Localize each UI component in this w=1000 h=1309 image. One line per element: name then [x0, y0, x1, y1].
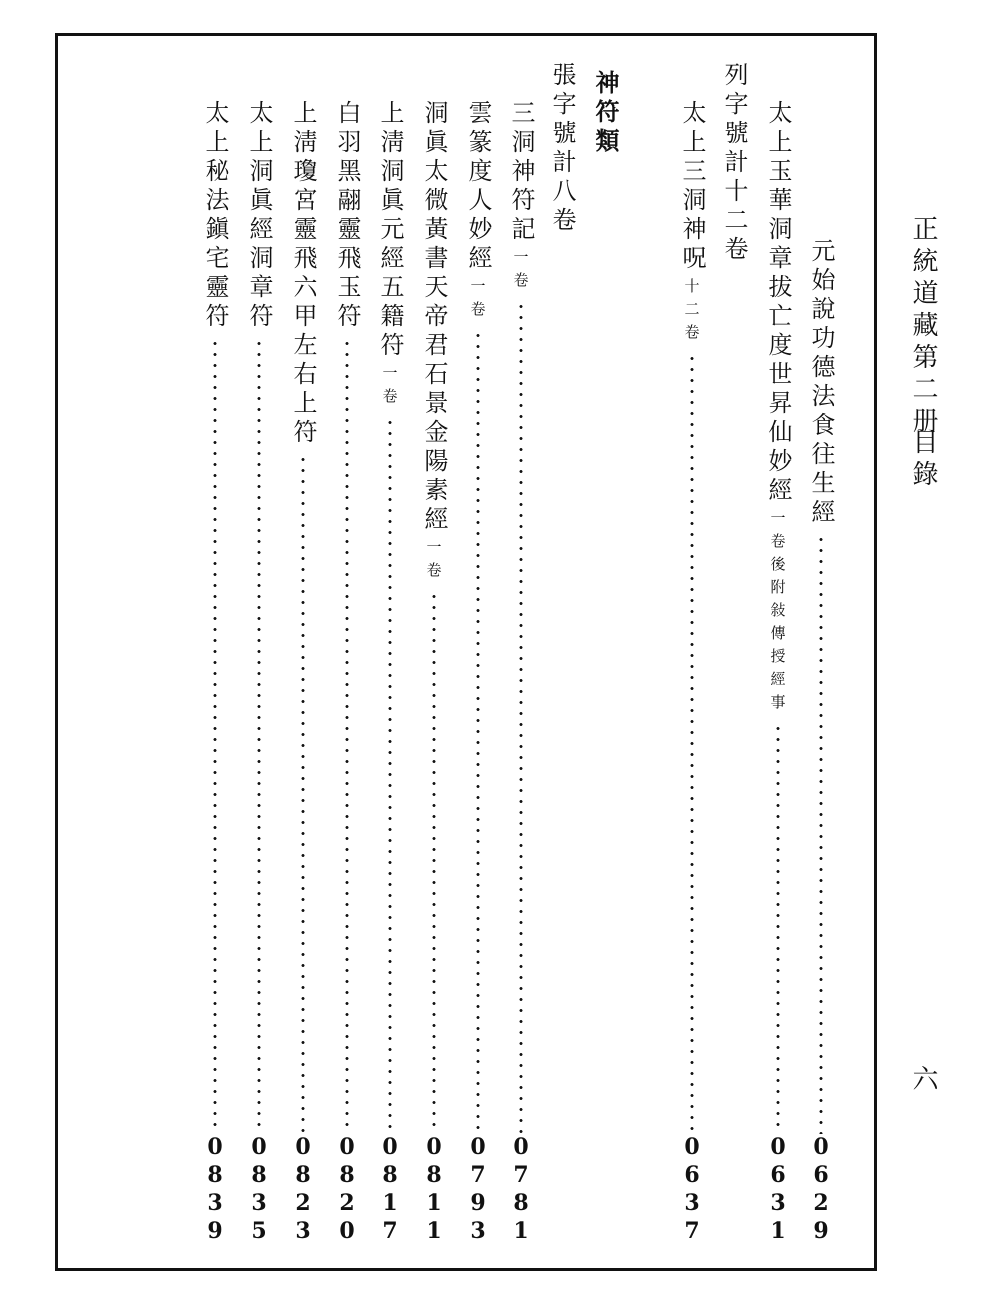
page-digit: 0	[513, 1134, 529, 1160]
page-digit: 9	[470, 1190, 486, 1216]
toc-entry-note: 一卷	[468, 278, 487, 324]
page-digit: 8	[207, 1162, 223, 1188]
toc-entry-title: 太上洞眞經洞章符	[245, 100, 273, 332]
toc-entry	[760, 100, 796, 1140]
toc-page-number	[806, 1133, 836, 1245]
page-digit: 0	[207, 1134, 223, 1160]
page-digit: 0	[251, 1134, 267, 1160]
toc-page-number	[763, 1133, 793, 1245]
page-digit: 6	[770, 1162, 786, 1188]
page-digit: 0	[295, 1134, 311, 1160]
running-header-section: 目錄	[908, 428, 938, 492]
page-digit: 8	[295, 1162, 311, 1188]
page-digit: 1	[382, 1190, 398, 1216]
toc-entry-title: 上淸洞眞元經五籍符	[376, 100, 404, 361]
toc-page-number	[677, 1133, 707, 1245]
toc-entry-title: 太上秘法鎭宅靈符	[201, 100, 229, 332]
page-digit: 5	[251, 1218, 267, 1244]
page-digit: 0	[470, 1134, 486, 1160]
page-digit: 0	[770, 1134, 786, 1160]
page-digit: 7	[470, 1162, 486, 1188]
page-digit: 8	[513, 1190, 529, 1216]
page-digit: 3	[207, 1190, 223, 1216]
toc-entry	[460, 100, 496, 1140]
toc-entry-title: 太上玉華洞章拔亡度世昇仙妙經	[764, 100, 792, 506]
page-digit: 1	[426, 1218, 442, 1244]
toc-entry-title: 三洞神符記	[507, 100, 535, 245]
page-digit: 9	[813, 1218, 829, 1244]
page-digit: 0	[813, 1134, 829, 1160]
toc-page-number	[506, 1133, 536, 1245]
dot-leader	[690, 353, 694, 1134]
page-digit: 2	[295, 1190, 311, 1216]
dot-leader	[519, 301, 523, 1134]
toc-page-number	[419, 1133, 449, 1245]
page-digit: 7	[513, 1162, 529, 1188]
toc-entry-title: 太上三洞神呪	[678, 100, 706, 274]
page-digit: 0	[339, 1218, 355, 1244]
toc-entry	[197, 100, 233, 1140]
folio-number: 六	[908, 1065, 938, 1091]
toc-entry-note: 一卷	[511, 249, 530, 295]
toc-page-number	[463, 1133, 493, 1245]
page-digit: 1	[426, 1190, 442, 1216]
page-digit: 3	[770, 1190, 786, 1216]
dot-leader	[301, 454, 305, 1134]
toc-entry-title: 白羽黑翮靈飛玉符	[333, 100, 361, 332]
toc-entry	[803, 190, 839, 1140]
page-digit: 9	[207, 1218, 223, 1244]
toc-entry	[416, 100, 452, 1140]
running-header-title: 正統道藏第二册	[908, 215, 938, 439]
dot-leader	[819, 534, 823, 1134]
dot-leader	[388, 417, 392, 1134]
dot-leader	[776, 723, 780, 1134]
page-digit: 0	[684, 1134, 700, 1160]
toc-page-number	[332, 1133, 362, 1245]
page-digit: 6	[684, 1162, 700, 1188]
page-digit: 8	[426, 1162, 442, 1188]
page-digit: 2	[339, 1190, 355, 1216]
page-digit: 3	[295, 1218, 311, 1244]
category-heading: 神符類	[591, 70, 620, 157]
page-digit: 7	[382, 1218, 398, 1244]
page-digit: 3	[684, 1190, 700, 1216]
toc-entry-title: 元始說功德法食往生經	[807, 238, 835, 528]
toc-entry	[372, 100, 408, 1140]
page-digit: 6	[813, 1162, 829, 1188]
dot-leader	[345, 338, 349, 1134]
dot-leader	[213, 338, 217, 1134]
page-digit: 8	[251, 1162, 267, 1188]
page-digit: 7	[684, 1218, 700, 1244]
page-digit: 3	[251, 1190, 267, 1216]
toc-entry-note: 一卷	[424, 539, 443, 585]
toc-entry-title: 洞眞太微黃書天帝君石景金陽素經	[420, 100, 448, 535]
page-digit: 8	[382, 1162, 398, 1188]
toc-entry	[241, 100, 277, 1140]
page-digit: 0	[339, 1134, 355, 1160]
dot-leader	[476, 330, 480, 1134]
toc-entry	[285, 100, 321, 1140]
toc-entry	[329, 100, 365, 1140]
page-digit: 2	[813, 1190, 829, 1216]
toc-page-number	[288, 1133, 318, 1245]
volume-group-heading: 列字號計十二卷	[720, 62, 748, 265]
toc-entry-note: 一卷後附敍傳授經事	[768, 510, 787, 717]
toc-entry-title: 上淸瓊宮靈飛六甲左右上符	[289, 100, 317, 448]
toc-entry-note: 十二卷	[682, 278, 701, 347]
page-digit: 0	[382, 1134, 398, 1160]
toc-entry	[503, 100, 539, 1140]
toc-entry	[674, 100, 710, 1140]
dot-leader	[257, 338, 261, 1134]
page-digit: 8	[339, 1162, 355, 1188]
toc-page-number	[200, 1133, 230, 1245]
page-digit: 3	[470, 1218, 486, 1244]
toc-page-number	[375, 1133, 405, 1245]
page-digit: 1	[770, 1218, 786, 1244]
volume-group-heading: 張字號計八卷	[548, 62, 576, 236]
page-digit: 1	[513, 1218, 529, 1244]
toc-page-number	[244, 1133, 274, 1245]
toc-entry-note: 一卷	[380, 365, 399, 411]
toc-entry-title: 雲篆度人妙經	[464, 100, 492, 274]
dot-leader	[432, 591, 436, 1134]
page-digit: 0	[426, 1134, 442, 1160]
